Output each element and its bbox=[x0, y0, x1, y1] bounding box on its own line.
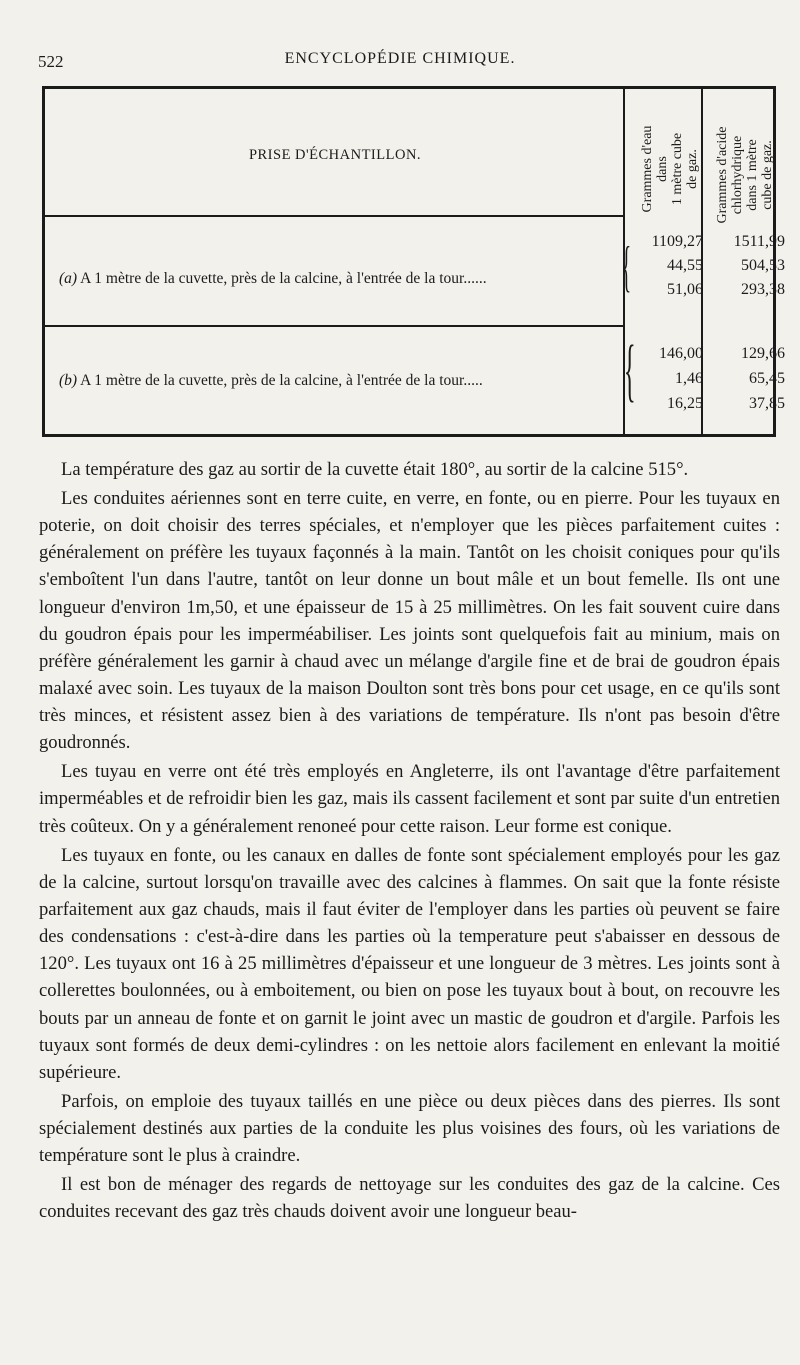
paragraph: Parfois, on emploie des tuyaux taillés en une pièce ou deux pièces dans des pierres. Ils sont spécialement destinés aux parties de la conduite les plus voisines des fours, où les variations de température sont le plus à craindre. bbox=[39, 1090, 780, 1167]
paragraph: Il est bon de ménager des regards de nettoyage sur les conduites des gaz de la calcine. Ces conduites recevant des gaz très chauds doivent avoir une longueur beau- bbox=[39, 1174, 780, 1223]
table-row-label: (b) A 1 mètre de la cuvette, près de la calcine, à l'entrée de la tour..... bbox=[59, 372, 483, 389]
page-number: 522 bbox=[38, 52, 64, 71]
column-header-water: Grammes d'eau dans 1 mètre cube de gaz. bbox=[640, 125, 700, 213]
table-cell: 129,66 bbox=[741, 345, 785, 362]
brace-icon: { bbox=[621, 236, 632, 298]
brace-icon: { bbox=[623, 332, 636, 409]
table-cell: 1511,99 bbox=[733, 233, 785, 250]
table-cell: 65,45 bbox=[749, 370, 785, 387]
table-cell: 146,00 bbox=[659, 345, 703, 362]
table-cell: 504,53 bbox=[741, 257, 785, 274]
table-row-label: (a) A 1 mètre de la cuvette, près de la calcine, à l'entrée de la tour...... bbox=[59, 270, 487, 287]
body-text bbox=[39, 456, 780, 1225]
paragraph: La température des gaz au sortir de la cuvette était 180°, au sortir de la calcine 515°. bbox=[61, 459, 689, 480]
header-rule bbox=[45, 215, 625, 217]
paragraph: Les tuyau en verre ont été très employés en Angleterre, ils ont l'avantage d'être parfaitement imperméables et de refroidir bien les gaz, mais ils cassent facilement et sont par suite d'un entretien très coûteux. On y a généralement renoneé pour cette raison. Leur forme est conique. bbox=[39, 761, 780, 837]
paragraph: Les conduites aériennes sont en terre cuite, en verre, en fonte, ou en pierre. Pour les tuyaux en poterie, on doit choisir des terres spéciales, et n'employer que les pièces parfaitement cuites : généralement on préfère les tuyaux façonnés à la main. Tantôt on les choisit coniques pour qu'ils s'emboîtent l'un dans l'autre, tantôt on leur donne un bout mâle et un bout femelle. Ils ont une longueur d'environ 1m,50, et une épaisseur de 15 à 25 millimètres. On les fait souvent cuire dans du goudron épais pour les imperméabiliser. Les joints sont quelquefois fait au minium, mais on préfère généralement les garnir à chaud avec un mélange d'argile fine et de brai de goudron épais malaxé avec soin. Les tuyaux de la maison Doulton sont très bons pour cet usage, en ce qu'ils sont très minces, et résistent assez bien à des variations de température. Ils n'ont pas besoin d'être goudronnés. bbox=[39, 487, 780, 754]
table-cell: 1,46 bbox=[675, 370, 703, 387]
sample-table bbox=[42, 86, 785, 437]
paragraph: Les tuyaux en fonte, ou les canaux en dalles de fonte sont spécialement employés pour les gaz de la calcine, surtout lorsqu'on travaille avec des calcines à flammes. On sait que la fonte résiste parfaitement aux gaz chauds, mais il faut éviter de l'employer dans les parties où peuvent se faire des condensations : c'est-à-dire dans les parties où la temperature peut s'abaisser en dessous de 120°. Les tuyaux ont 16 à 25 millimètres d'épaisseur et une longueur de 3 mètres. Les joints sont à collerettes boulonnées, ou à emboitement, ou bien on pose les tuyaux bout à bout, on recouvre les bouts par un anneau de fonte et on garnit le joint avec un mastic de goudron et d'argile. Parfois les tuyaux sont formés de deux demi-cylindres : on les nettoie alors facilement en enlevant la moitié supérieure. bbox=[39, 844, 780, 1083]
table-cell: 44,55 bbox=[667, 257, 703, 274]
table-cell: 16,25 bbox=[667, 395, 703, 412]
running-head: ENCYCLOPÉDIE CHIMIQUE. bbox=[284, 50, 516, 67]
column-header-acid: Grammes d'acide chlorhydrique dans 1 mètre cube de gaz. bbox=[715, 126, 775, 224]
table-heading: PRISE D'ÉCHANTILLON. bbox=[248, 147, 422, 163]
table-cell: 37,85 bbox=[749, 395, 785, 412]
table-cell: 51,06 bbox=[667, 281, 703, 298]
row-rule bbox=[45, 325, 625, 327]
table-cell: 293,38 bbox=[741, 281, 785, 298]
table-cell: 1109,27 bbox=[651, 233, 703, 250]
